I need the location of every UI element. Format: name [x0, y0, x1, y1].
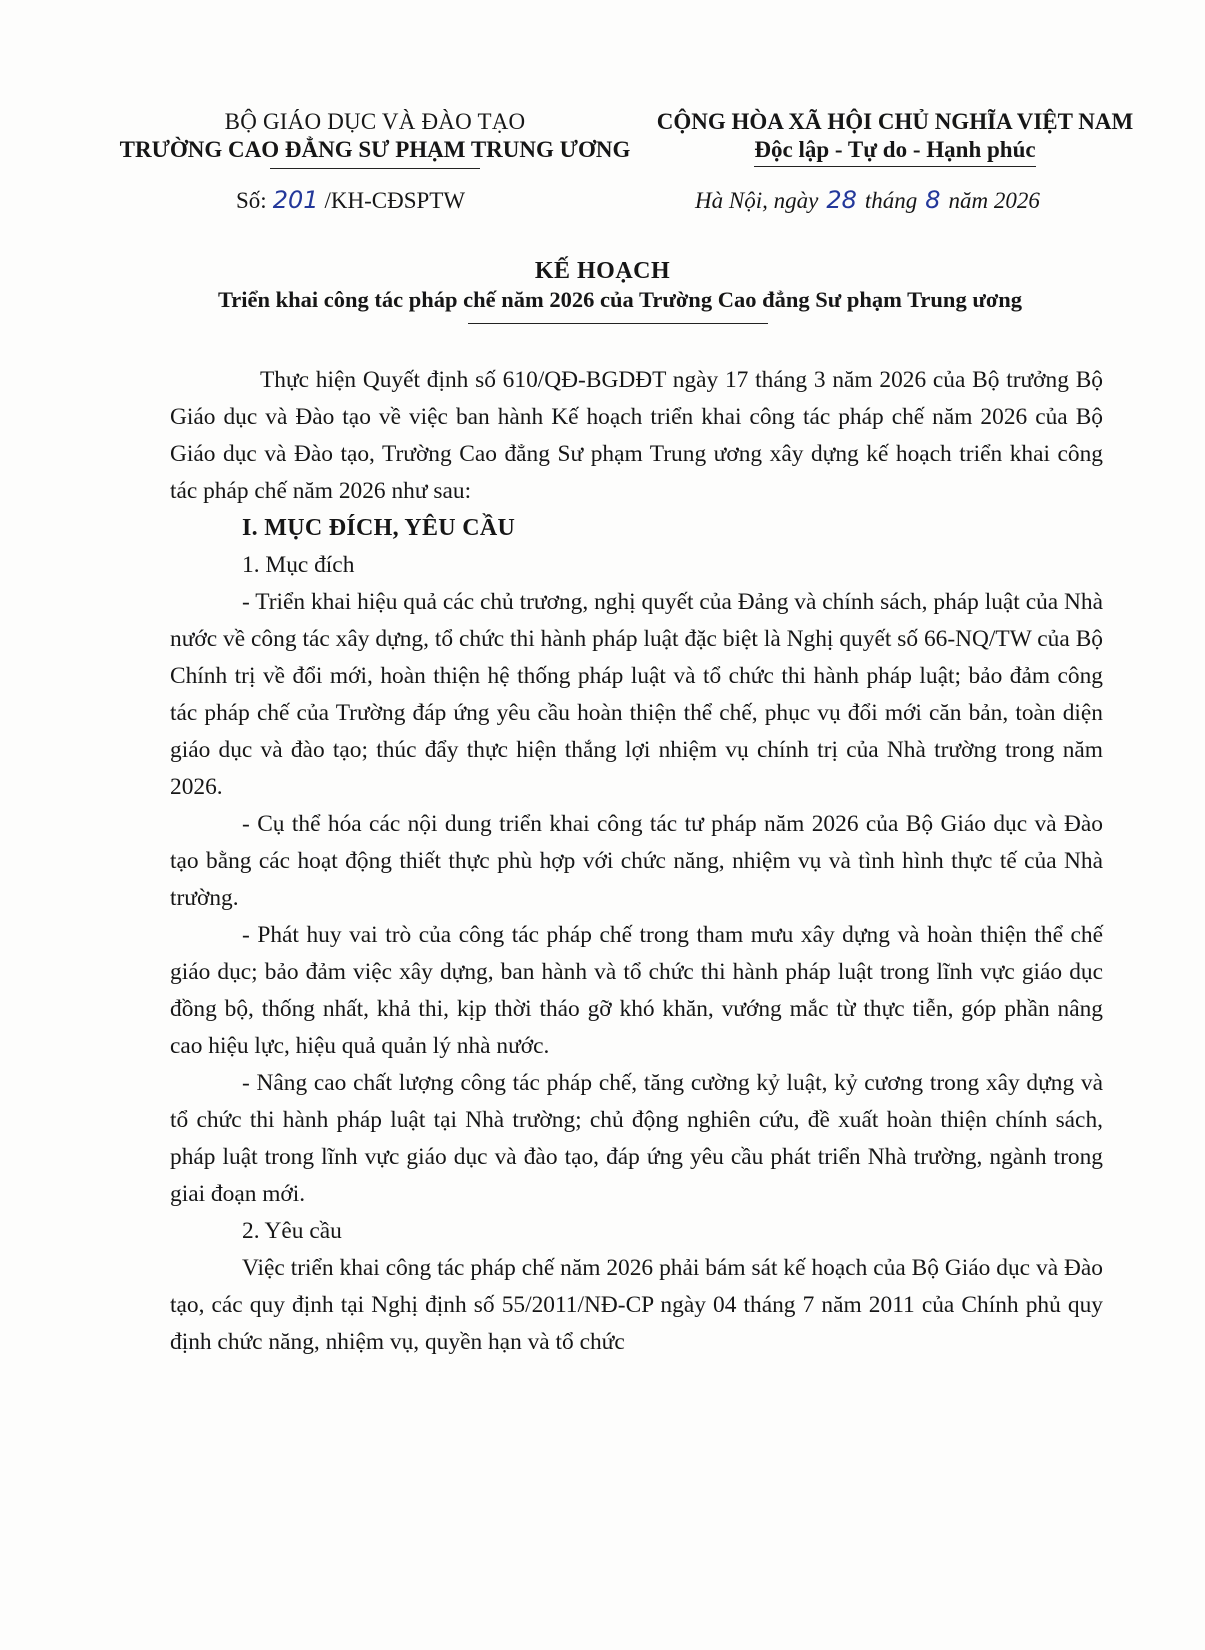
- national-motto: Độc lập - Tự do - Hạnh phúc: [754, 136, 1035, 167]
- date-year: năm 2026: [948, 188, 1040, 213]
- document-reference: [236, 186, 465, 214]
- nation-name: CỘNG HÒA XÃ HỘI CHỦ NGHĨA VIỆT NAM: [656, 109, 1134, 134]
- reference-prefix: Số:: [236, 188, 267, 213]
- purpose-item: - Cụ thể hóa các nội dung triển khai công tác tư pháp năm 2026 của Bộ Giáo dục và Đào tạo bằng các hoạt động thiết thực phù hợp với chức năng, nhiệm vụ và tình hình thực tế của Nhà trường.: [170, 811, 1103, 911]
- issuing-agency: [110, 108, 640, 169]
- intro-paragraph: Thực hiện Quyết định số 610/QĐ-BGDĐT ngày 17 tháng 3 năm 2026 của Bộ trưởng Bộ Giáo dục và Đào tạo về việc ban hành Kế hoạch triển khai công tác pháp chế năm 2026 của Bộ Giáo dục và Đào tạo, Trường Cao đẳng Sư phạm Trung ương xây dựng kế hoạch triển khai công tác pháp chế năm 2026 như sau:: [170, 367, 1103, 504]
- reference-suffix: /KH-CĐSPTW: [324, 188, 466, 213]
- date-place: Hà Nội, ngày: [695, 188, 819, 213]
- document-title: KẾ HOẠCH: [534, 258, 671, 284]
- purpose-item: - Nâng cao chất lượng công tác pháp chế, tăng cường kỷ luật, kỷ cương trong xây dựng và tổ chức thi hành pháp luật tại Nhà trường; chủ động nghiên cứu, đề xuất hoàn thiện chính sách, pháp luật trong lĩnh vực giáo dục và đào tạo, đáp ứng yêu cầu phát triển Nhà trường, ngành trong giai đoạn mới.: [170, 1070, 1103, 1207]
- document-body: [170, 362, 1103, 1361]
- purpose-item: - Phát huy vai trò của công tác pháp chế trong tham mưu xây dựng và hoàn thiện thể chế giáo dục; bảo đảm việc xây dựng, ban hành và tổ chức thi hành pháp luật trong lĩnh vực giáo dục đồng bộ, thống nhất, khả thi, kịp thời tháo gỡ khó khăn, vướng mắc từ thực tiễn, góp phần nâng cao hiệu lực, hiệu quả quản lý nhà nước.: [170, 922, 1103, 1059]
- date-day: 28: [826, 186, 857, 214]
- section-heading: I. MỤC ĐÍCH, YÊU CẦU: [242, 515, 516, 541]
- agency-underline: [270, 168, 480, 169]
- subsection-heading-purpose: 1. Mục đích: [242, 552, 355, 578]
- document-subtitle: Triển khai công tác pháp chế năm 2026 của Trường Cao đẳng Sư phạm Trung ương: [217, 287, 1023, 312]
- requirement-paragraph: Việc triển khai công tác pháp chế năm 2026 phải bám sát kế hoạch của Bộ Giáo dục và Đào tạo, các quy định tại Nghị định số 55/2011/NĐ-CP ngày 04 tháng 7 năm 2011 của Chính phủ quy định chức năng, nhiệm vụ, quyền hạn và tổ chức: [170, 1255, 1103, 1355]
- subsection-heading-requirements: 2. Yêu cầu: [242, 1218, 342, 1244]
- school-name: TRƯỜNG CAO ĐẲNG SƯ PHẠM TRUNG ƯƠNG: [119, 137, 631, 162]
- ministry-name: BỘ GIÁO DỤC VÀ ĐÀO TẠO: [224, 109, 526, 134]
- subtitle-underline: [468, 323, 768, 324]
- date-month: 8: [925, 186, 941, 214]
- purpose-item: - Triển khai hiệu quả các chủ trương, nghị quyết của Đảng và chính sách, pháp luật của Nhà nước về công tác xây dựng, tổ chức thi hành pháp luật đặc biệt là Nghị quyết số 66-NQ/TW của Bộ Chính trị về đổi mới, hoàn thiện hệ thống pháp luật và tổ chức thi hành pháp luật; bảo đảm công tác pháp chế của Trường đáp ứng yêu cầu hoàn thiện thể chế, phục vụ đổi mới căn bản, toàn diện giáo dục và đào tạo; thúc đẩy thực hiện thắng lợi nhiệm vụ chính trị của Nhà trường trong năm 2026.: [170, 589, 1103, 800]
- document-date: [695, 186, 1040, 214]
- date-month-label: tháng: [864, 188, 918, 213]
- national-heading: [640, 108, 1150, 167]
- reference-number: 201: [272, 186, 319, 214]
